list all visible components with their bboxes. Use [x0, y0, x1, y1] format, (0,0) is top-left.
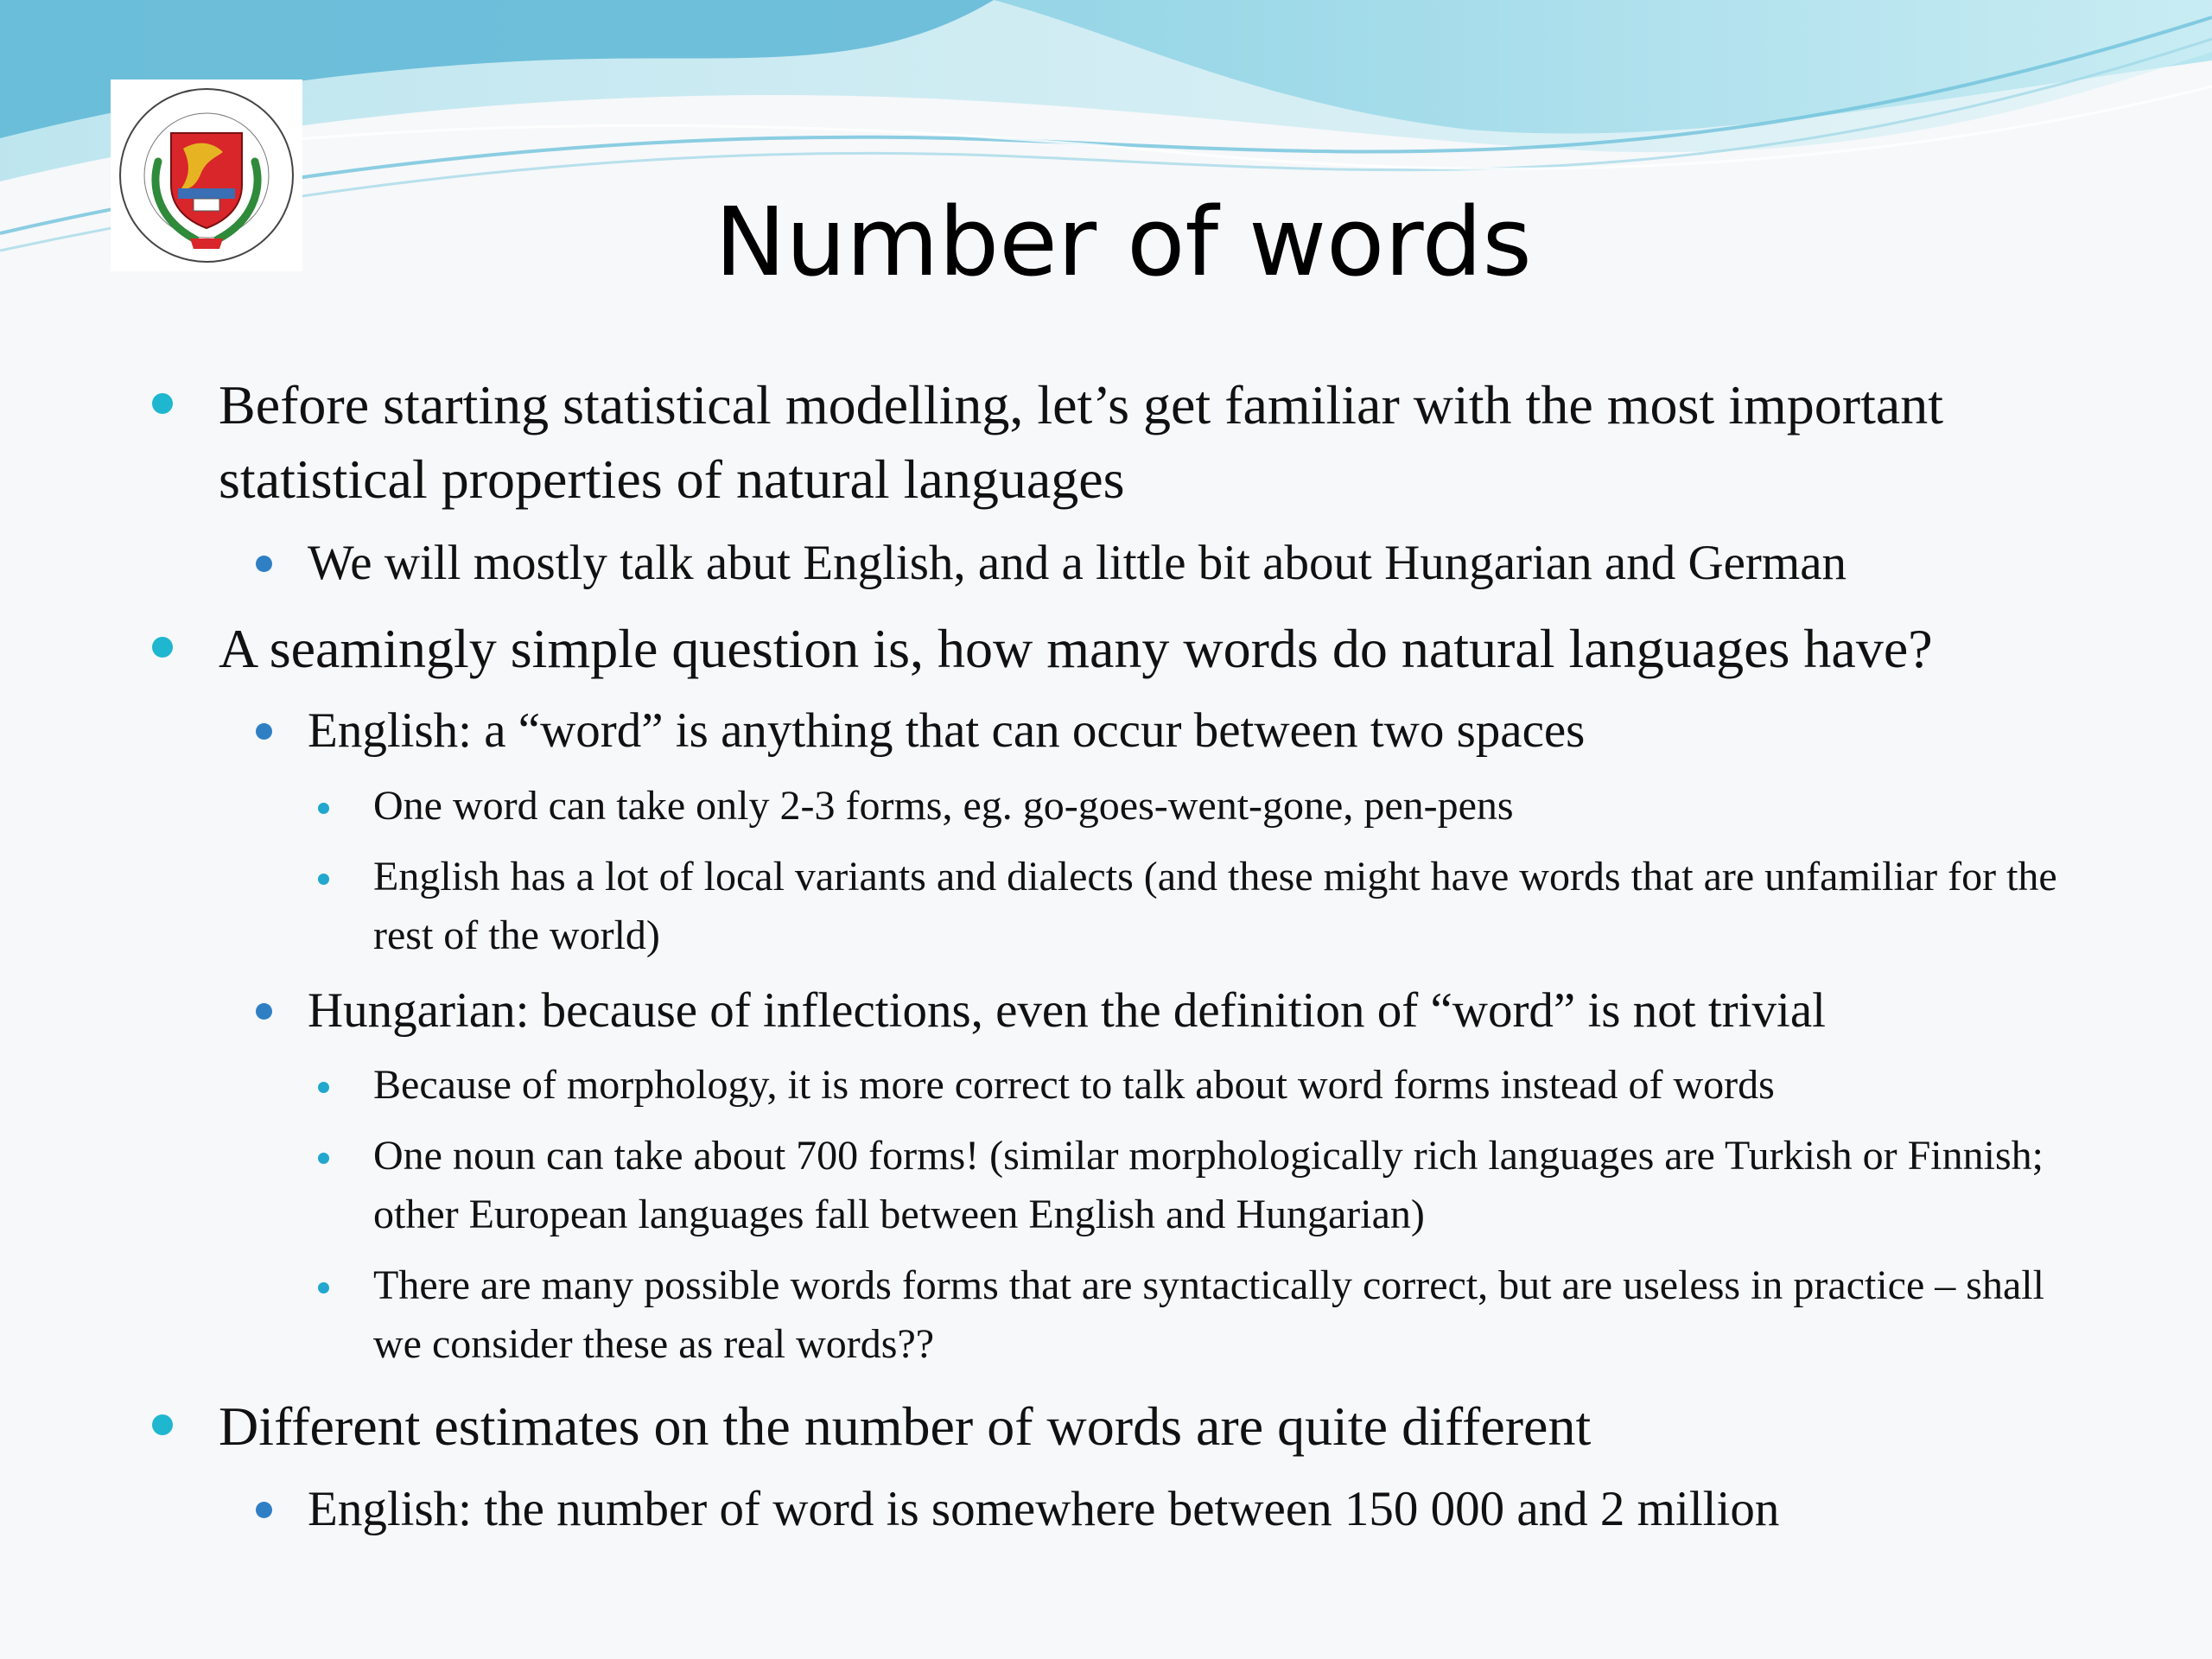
slide-title: Number of words	[715, 187, 1532, 297]
bullet-level1: Before starting statistical modelling, let’s get familiar with the most important statistical properties of natural languages	[219, 368, 2163, 517]
bullet-level3: One noun can take about 700 forms! (similar morphologically rich languages are Turkish or Finnish; other European languages fall between English and Hungarian)	[373, 1127, 2101, 1244]
bullet-level2: We will mostly talk abut English, and a little bit about Hungarian and German	[308, 531, 2165, 596]
bullet-level2: English: a “word” is anything that can occur between two spaces	[308, 698, 2165, 764]
bullet-level1: Different estimates on the number of words are quite different	[219, 1389, 2163, 1464]
bullet-level2: Hungarian: because of inflections, even the definition of “word” is not trivial	[308, 978, 2165, 1044]
bullet-level3: One word can take only 2-3 forms, eg. go-goes-went-gone, pen-pens	[373, 777, 2101, 836]
bullet-level3: Because of morphology, it is more correct to talk about word forms instead of words	[373, 1056, 2101, 1115]
bullet-level3: English has a lot of local variants and dialects (and these might have words that are unfamiliar for the rest of the world)	[373, 848, 2101, 965]
bullet-level3: There are many possible words forms that are syntactically correct, but are useless in practice – shall we consider these as real words??	[373, 1256, 2101, 1374]
bullet-level1: A seamingly simple question is, how many words do natural languages have?	[219, 612, 2163, 686]
bullet-level2: English: the number of word is somewhere between 150 000 and 2 million	[308, 1477, 2165, 1542]
